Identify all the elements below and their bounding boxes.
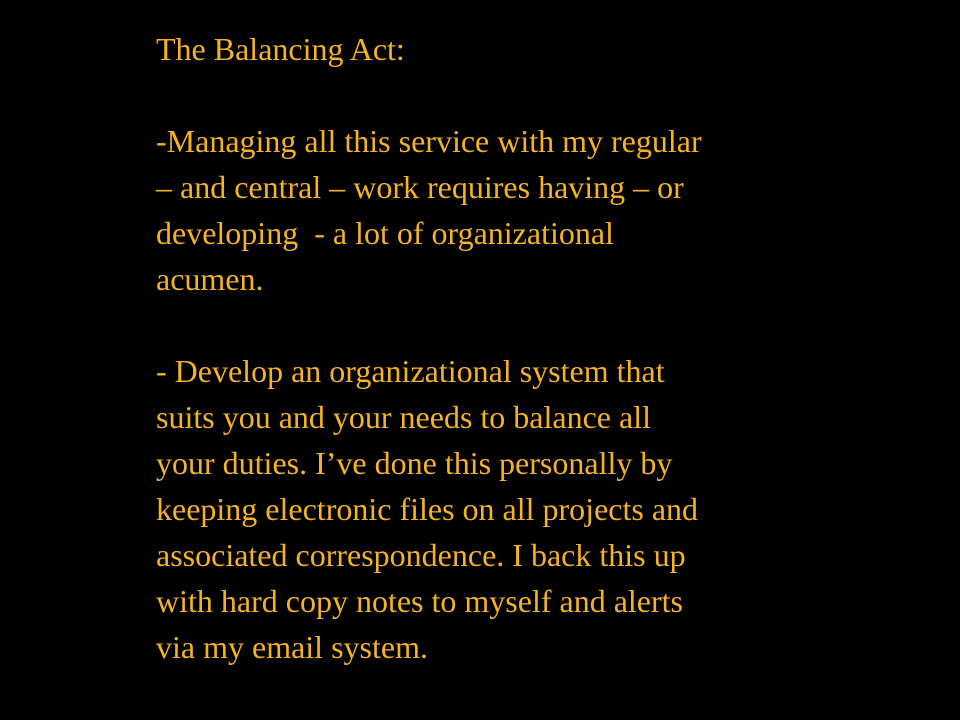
- paragraph-line: keeping electronic files on all projects and: [156, 491, 699, 527]
- paragraph-line: developing - a lot of organizational: [156, 215, 614, 251]
- paragraph-line: acumen.: [156, 261, 264, 297]
- paragraph-line: with hard copy notes to myself and alerts: [156, 583, 683, 619]
- paragraph-managing-service: [156, 118, 816, 302]
- paragraph-line: associated correspondence. I back this up: [156, 537, 686, 573]
- slide-text-block: [156, 26, 816, 670]
- paragraph-line: – and central – work requires having – or: [156, 169, 684, 205]
- slide-title: The Balancing Act:: [156, 31, 405, 67]
- paragraph-line: -Managing all this service with my regular: [156, 123, 702, 159]
- paragraph-organizational-system: [156, 348, 816, 670]
- paragraph-spacer: [156, 72, 816, 118]
- paragraph-spacer: [156, 302, 816, 348]
- paragraph-line: via my email system.: [156, 629, 428, 665]
- paragraph-line: suits you and your needs to balance all: [156, 399, 651, 435]
- paragraph-line: - Develop an organizational system that: [156, 353, 665, 389]
- paragraph-line: your duties. I’ve done this personally by: [156, 445, 673, 481]
